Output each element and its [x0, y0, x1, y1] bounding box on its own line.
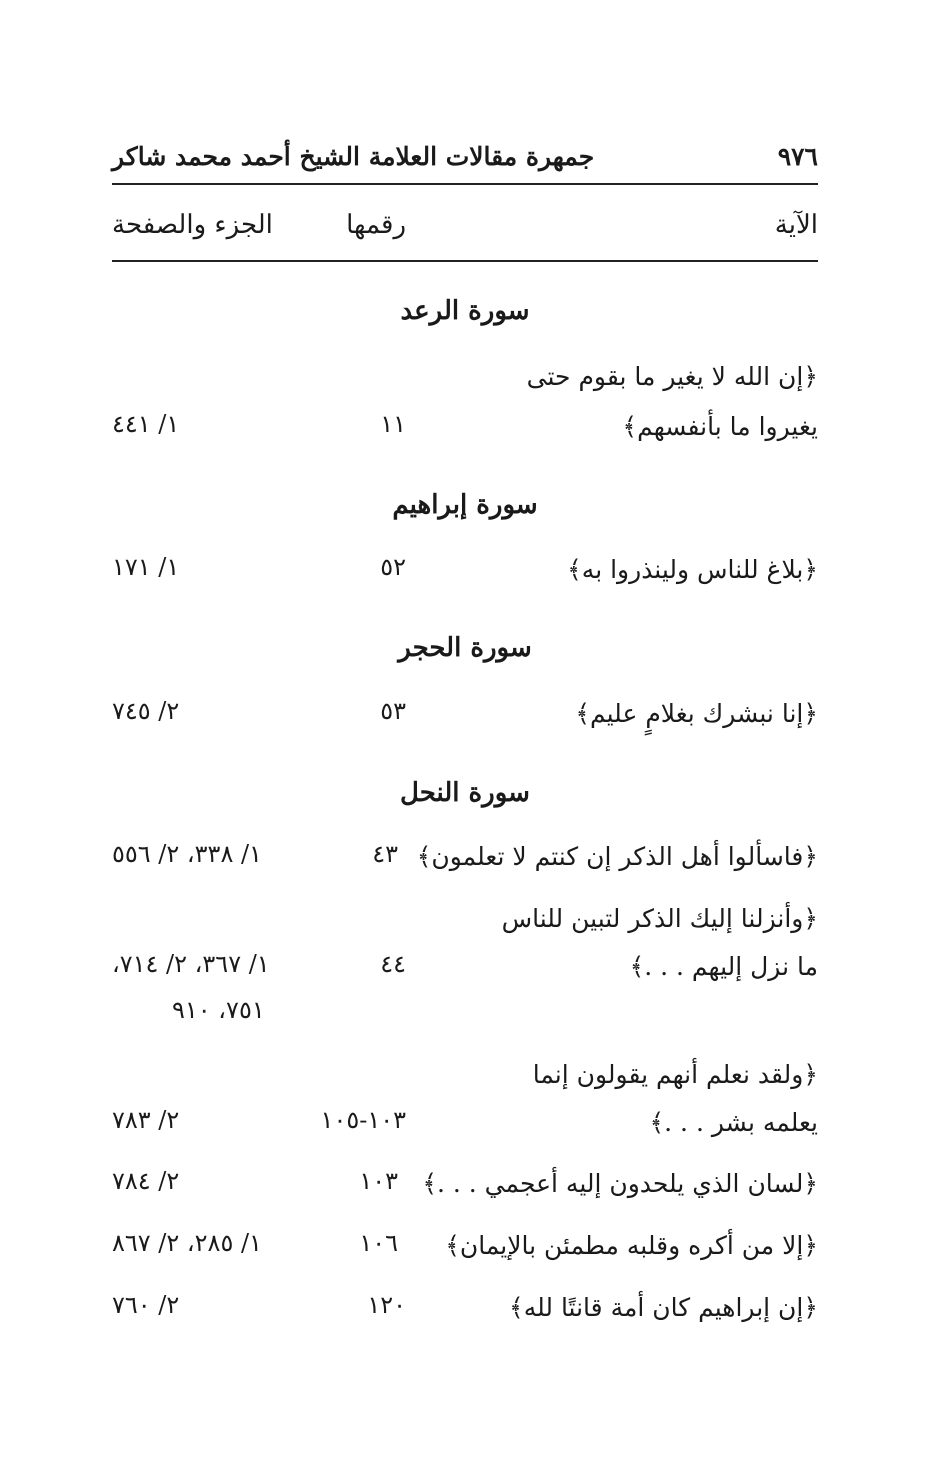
ayah-number: ٤٣ — [372, 840, 398, 868]
volume-page-reference: ٢/ ٧٨٤ — [112, 1167, 180, 1195]
ayah-number: ٥٣ — [380, 697, 406, 725]
book-title: جمهرة مقالات العلامة الشيخ أحمد محمد شاكر — [112, 142, 595, 171]
verse-text-line: ﴿إن الله لا يغير ما بقوم حتى — [526, 362, 818, 391]
column-header-rule — [112, 260, 818, 262]
verse-text-line: ﴿ولقد نعلم أنهم يقولون إنما — [532, 1060, 818, 1089]
verse-text-line: ﴿لسان الذي يلحدون إليه أعجمي . . .﴾ — [422, 1169, 818, 1198]
verse-text-line: ﴿إلا من أكره وقلبه مطمئن بالإيمان﴾ — [445, 1231, 818, 1260]
ayah-number: ٥٢ — [380, 553, 406, 581]
volume-page-reference: ١/ ١٧١ — [112, 553, 180, 581]
column-headers — [112, 210, 818, 250]
ayah-number: ١٠٦ — [359, 1229, 398, 1257]
verse-text-line: ﴿إن إبراهيم كان أمة قانتًا لله﴾ — [509, 1293, 818, 1322]
verse-text-line: يغيروا ما بأنفسهم﴾ — [622, 412, 818, 441]
index-page — [112, 0, 818, 1470]
volume-page-reference-continued: ٧٥١، ٩١٠ — [172, 996, 265, 1024]
verse-text-line: يعلمه بشر . . .﴾ — [649, 1108, 818, 1137]
volume-page-reference: ١/ ٤٤١ — [112, 410, 180, 438]
volume-page-reference: ١/ ٣٣٨، ٢/ ٥٥٦ — [112, 840, 262, 868]
surah-title: سورة الرعد — [400, 296, 530, 326]
column-header-reference: الجزء والصفحة — [112, 210, 273, 240]
verse-text-line: ﴿إنا نبشرك بغلامٍ عليم﴾ — [575, 699, 818, 728]
volume-page-reference: ٢/ ٧٦٠ — [112, 1291, 180, 1319]
column-header-number: رقمها — [346, 210, 406, 240]
verse-text-line: ﴿بلاغ للناس ولينذروا به﴾ — [567, 555, 818, 584]
page-number: ٩٧٦ — [777, 142, 818, 171]
surah-title: سورة النحل — [400, 778, 530, 808]
volume-page-reference: ١/ ٢٨٥، ٢/ ٨٦٧ — [112, 1229, 262, 1257]
ayah-number: ١٠٣ — [359, 1167, 398, 1195]
ayah-number: ٤٤ — [380, 950, 406, 978]
volume-page-reference: ١/ ٣٦٧، ٢/ ٧١٤، — [112, 950, 270, 978]
verse-text-line: ﴿فاسألوا أهل الذكر إن كنتم لا تعلمون﴾ — [416, 842, 818, 871]
surah-title: سورة الحجر — [398, 633, 532, 663]
column-header-verse: الآية — [774, 210, 818, 240]
ayah-number: ١٢٠ — [367, 1291, 406, 1319]
running-head — [112, 138, 818, 178]
ayah-number: ١٠٣-١٠٥ — [320, 1106, 406, 1134]
verse-text-line: ﴿وأنزلنا إليك الذكر لتبين للناس — [501, 904, 818, 933]
volume-page-reference: ٢/ ٧٤٥ — [112, 697, 180, 725]
ayah-number: ١١ — [380, 410, 406, 438]
verse-text-line: ما نزل إليهم . . .﴾ — [629, 952, 818, 981]
header-rule — [112, 183, 818, 185]
surah-title: سورة إبراهيم — [392, 490, 538, 520]
volume-page-reference: ٢/ ٧٨٣ — [112, 1106, 180, 1134]
